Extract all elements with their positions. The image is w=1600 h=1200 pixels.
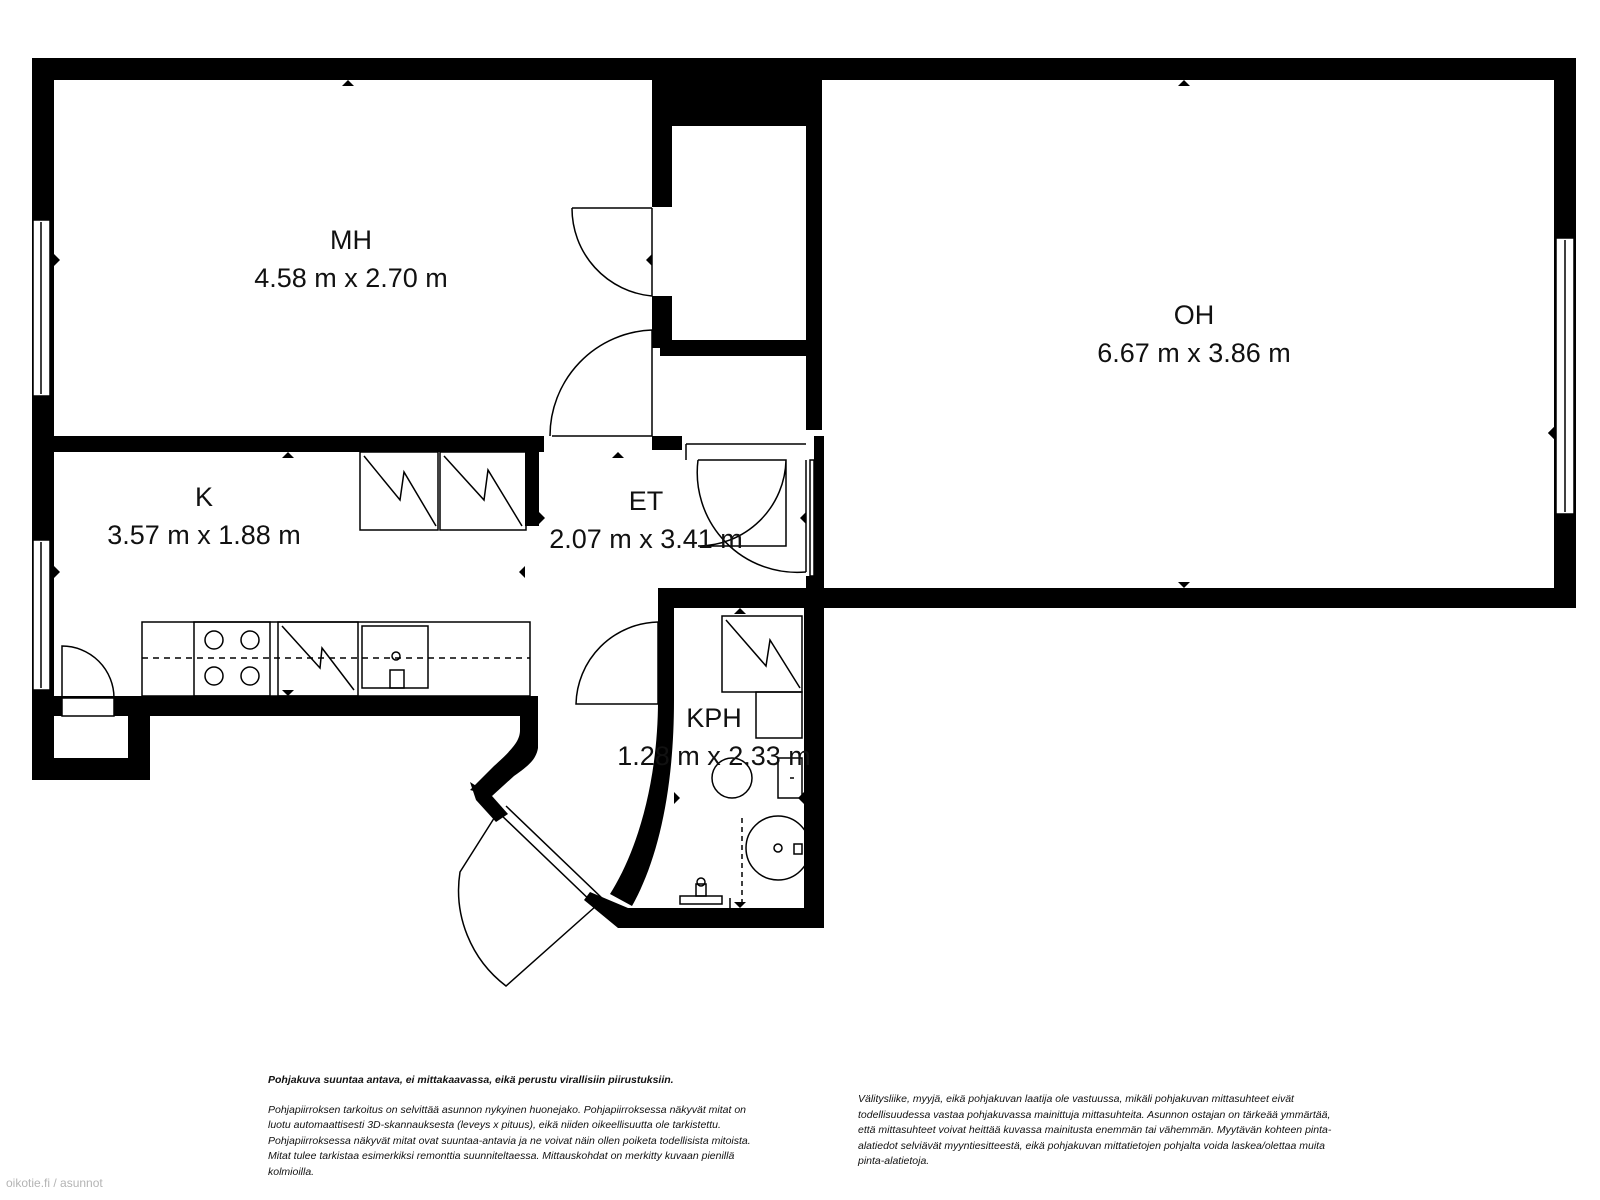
room-oh-code: OH (1173, 300, 1215, 330)
bath-cabinet (756, 692, 802, 738)
room-kph-size: 1.28 m x 2.33 m (617, 741, 811, 771)
disclaimer-lead: Pohjakuva suuntaa antava, ei mittakaavassa, eikä perustu virallisiin piirustuksiin. (268, 1074, 674, 1086)
wall-cabinet-2 (440, 452, 526, 530)
door-kph (576, 622, 658, 704)
room-mh-size: 4.58 m x 2.70 m (254, 263, 448, 293)
wall-oh-bottom (822, 588, 1576, 608)
room-mh-code: MH (330, 225, 372, 255)
dishwasher (278, 622, 358, 696)
kitchen-counter (142, 622, 530, 696)
disclaimer-left (268, 1073, 768, 1194)
stove (194, 622, 270, 696)
door-entrance (459, 812, 596, 986)
kitchen-sink (362, 626, 428, 688)
disclaimer-right (858, 1092, 1348, 1184)
wall-closet-mid (660, 340, 822, 356)
room-k-code: K (194, 482, 214, 512)
door-mh (550, 330, 652, 436)
room-kph-code: KPH (686, 703, 742, 733)
room-et-size: 2.07 m x 3.41 m (549, 524, 743, 554)
room-et-code: ET (628, 486, 664, 516)
wall-k-et (525, 436, 539, 526)
room-oh-size: 6.67 m x 3.86 m (1097, 338, 1291, 368)
shower-tap (680, 896, 722, 904)
watermark: oikotie.fi / asunnot (6, 1176, 103, 1190)
wall-mh-bottom (32, 436, 544, 452)
room-labels (107, 225, 1291, 771)
wall-kph-top (658, 588, 818, 608)
wall-cabinet-1 (360, 452, 438, 530)
wall-closet-top (660, 80, 822, 126)
wall-et-right (814, 436, 824, 576)
door-cabinet-k (62, 646, 114, 698)
wall-oh-left (806, 80, 822, 430)
disclaimer-left-paragraph: Pohjapiirroksen tarkoitus on selvittää asunnon nykyinen huonejako. Pohjapiirroksessa näkyvät mitat on luotu automaattisesti 3D-skannauksesta (leveys x pituus), eikä niiden oikeellisuutta ole tarkistettu. Pohjapiirroksessa näkyvät mitat ovat suuntaa-antavia ja ne voivat näin ollen poiketa todellisista mitoista. Mitat tulee tarkistaa esimerkiksi remonttia suunniteltaessa. Mittauskohdat on merkitty kuvaan pienillä kolmioilla. (268, 1103, 751, 1178)
wall-entrance-left (470, 712, 538, 796)
room-k-size: 3.57 m x 1.88 m (107, 520, 301, 550)
wall-mh-right-bottom (652, 436, 672, 450)
wall-alcove-right (128, 716, 150, 780)
washing-machine (722, 616, 802, 692)
bathroom-sink (746, 816, 810, 880)
disclaimer-right-paragraph: Välitysliike, myyjä, eikä pohjakuvan laatija ole vastuussa, mikäli pohjakuvan mittasuhteet eivät todellisuudessa vastaa pohjakuvassa mainittuja mittasuhteita. Asunnon ostajan on tärkeää ymmärtää, että mittasuhteet voivat heittää kuvassa mainitusta enemmän tai vähemmän. Myytävän kohteen pinta-alatiedot selviävät myyntiesitteestä, eikä pohjakuvan mittatietojen pohjalta voida laskea/olettaa muita pinta-alatietoja. (858, 1093, 1332, 1167)
